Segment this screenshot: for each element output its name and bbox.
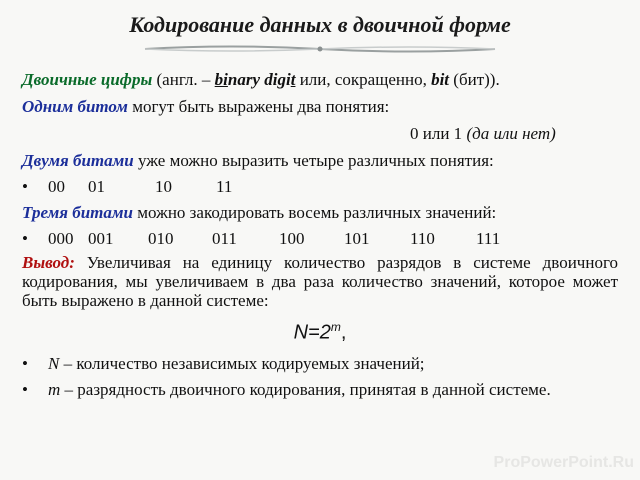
three-bits-001: 001	[88, 229, 114, 248]
three-bits-000: 000	[48, 229, 74, 248]
two-bits-11: 11	[216, 177, 233, 196]
definition-n	[48, 354, 618, 373]
term-one-bit: Одним битом	[22, 97, 128, 116]
text: t	[290, 70, 296, 89]
two-bits-line	[22, 151, 494, 171]
formula-base: N=2	[293, 321, 331, 344]
one-bit-line	[22, 97, 389, 117]
term-two-bits: Двумя битами	[22, 151, 134, 170]
watermark: ProPowerPoint.Ru	[493, 454, 634, 471]
formula-exponent: m	[330, 320, 341, 334]
two-bits-01: 01	[88, 177, 105, 196]
binary-digits-line	[22, 70, 500, 90]
bullet-def-n: •	[22, 354, 28, 373]
text: Увеличивая на единицу количество разрядов в системе двоичного кодирования, мы увеличиваем в два раза количество значений, которое может быть выражено в данной системе:	[22, 253, 618, 310]
zero-or-one-line	[410, 124, 556, 144]
formula	[0, 320, 640, 345]
three-bits-110: 110	[410, 229, 435, 248]
text: (англ. –	[152, 70, 215, 89]
bullet-def-m: •	[22, 380, 28, 399]
three-bits-010: 010	[148, 229, 174, 248]
three-bits-011: 011	[212, 229, 237, 248]
text: уже можно выразить четыре различных понятия:	[133, 151, 494, 170]
var-n: N	[48, 354, 60, 373]
title-ornament	[140, 42, 500, 56]
term-three-bits: Тремя битами	[22, 203, 133, 222]
text: – количество независимых кодируемых значений;	[59, 354, 425, 373]
text: можно закодировать восемь различных значений:	[133, 203, 497, 222]
three-bits-100: 100	[279, 229, 305, 248]
definition-m	[48, 380, 618, 399]
three-bits-101: 101	[344, 229, 370, 248]
text: – разрядность двоичного кодирования, принятая в данной системе.	[60, 380, 551, 399]
bullet-two-bits: •	[22, 177, 28, 196]
text: ,	[340, 321, 347, 344]
term-binary-digits: Двоичные цифры	[22, 70, 153, 89]
two-bits-10: 10	[155, 177, 172, 196]
three-bits-line	[22, 203, 496, 223]
text: nary digi	[227, 70, 291, 89]
text: bit	[431, 70, 450, 89]
values: 0 или 1	[410, 124, 463, 143]
two-bits-00: 00	[48, 177, 65, 196]
slide-title: Кодирование данных в двоичной форме	[129, 12, 511, 37]
bullet-three-bits: •	[22, 229, 28, 248]
term-conclusion: Вывод:	[22, 253, 75, 272]
text: или, сокращенно,	[295, 70, 432, 89]
text: (бит)).	[449, 70, 500, 89]
three-bits-111: 111	[476, 229, 501, 248]
text: (да или нет)	[462, 124, 556, 143]
text: bi	[214, 70, 228, 89]
conclusion-paragraph	[22, 253, 618, 310]
text: могут быть выражены два понятия:	[127, 97, 390, 116]
var-m: m	[48, 380, 61, 399]
